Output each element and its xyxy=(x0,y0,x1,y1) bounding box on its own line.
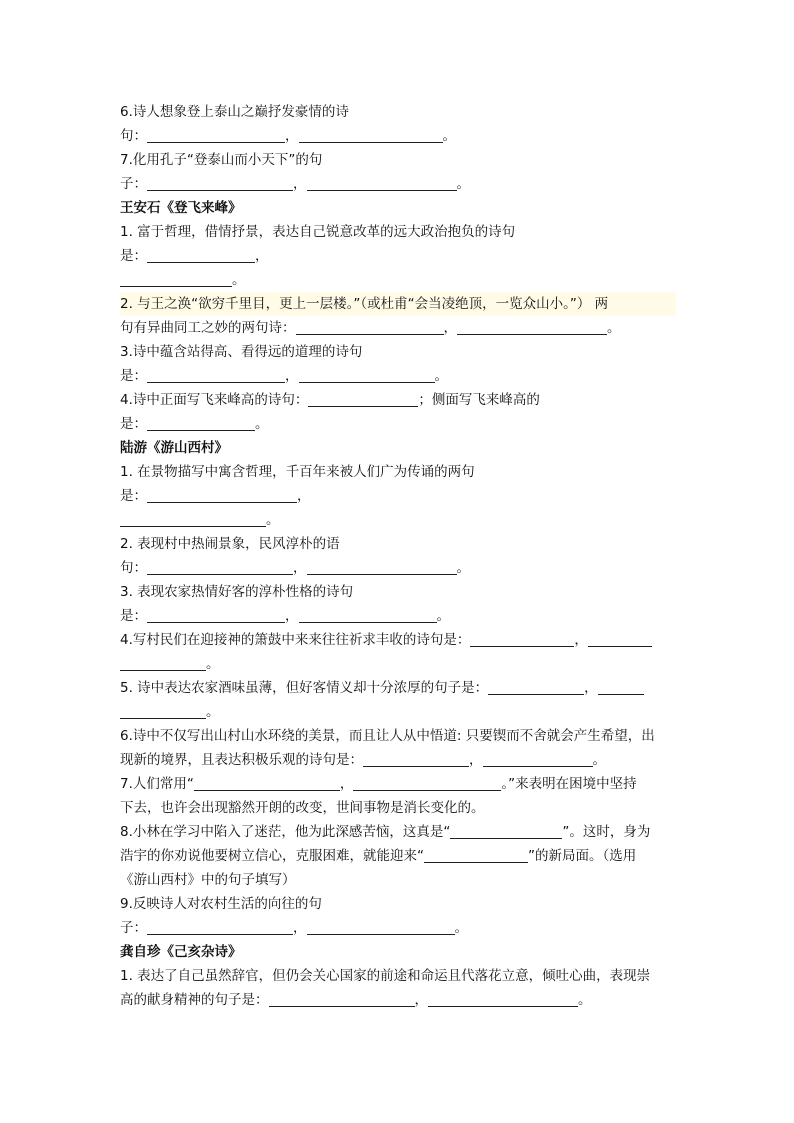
q-line xyxy=(120,580,676,604)
q-line xyxy=(120,916,676,940)
worksheet-content xyxy=(120,100,676,1012)
answer-blank[interactable] xyxy=(457,320,607,335)
q-line xyxy=(120,676,676,700)
answer-blank[interactable] xyxy=(120,704,206,719)
prefix-text: 句有异曲同工之妙的两句诗： xyxy=(120,320,296,336)
q-line xyxy=(120,532,676,556)
prefix-text: 是： xyxy=(120,608,147,624)
period-text: 。 xyxy=(434,368,448,384)
comma-text: ， xyxy=(414,992,428,1008)
period-text: 。 xyxy=(442,128,456,144)
question-text: 4.写村民们在迎接神的箫鼓中来来往往祈求丰收的诗句是： xyxy=(120,632,471,648)
answer-blank[interactable] xyxy=(120,512,266,527)
answer-blank[interactable] xyxy=(428,992,578,1007)
answer-blank[interactable] xyxy=(488,680,584,695)
q-line xyxy=(120,244,676,268)
answer-blank[interactable] xyxy=(307,920,455,935)
period-text: 。 xyxy=(206,656,220,672)
heading-text: 陆游《游山西村》 xyxy=(120,440,228,456)
comma-text: ， xyxy=(297,488,311,504)
q-line xyxy=(120,844,676,868)
question-text: 8.小林在学习中陷入了迷茫，他为此深感苦恼，这真是“ xyxy=(120,824,451,840)
comma-text: ， xyxy=(469,752,483,768)
question-text: 浩宇的你劝说他要树立信心，克服困难，就能迎来“ xyxy=(120,848,424,864)
prefix-text: 是： xyxy=(120,248,147,264)
question-text: 下去，也许会出现豁然开朗的改变，世间事物是消长变化的。 xyxy=(120,800,485,816)
prefix-text: 子： xyxy=(120,176,147,192)
answer-blank[interactable] xyxy=(424,848,528,863)
comma-text: ， xyxy=(584,680,598,696)
q-line xyxy=(120,748,676,772)
answer-blank[interactable] xyxy=(299,608,437,623)
prefix-text: 是： xyxy=(120,368,147,384)
question-text: 3.诗中蕴含站得高、看得远的道理的诗句 xyxy=(120,344,363,360)
q-line xyxy=(120,364,676,388)
question-text: 5. 诗中表达农家酒味虽薄，但好客情义却十分浓厚的句子是： xyxy=(120,680,489,696)
period-text: 。 xyxy=(578,992,592,1008)
question-text: 2. 与王之涣“欲穷千里目，更上一层楼。”（或杜甫“会当凌绝顶，一览众山小。”） 两 xyxy=(120,296,609,312)
answer-blank[interactable] xyxy=(147,488,297,503)
q-line xyxy=(120,340,676,364)
comma-text: ， xyxy=(443,320,457,336)
period-text: 。 xyxy=(456,176,470,192)
prefix-text: 句： xyxy=(120,128,147,144)
q-line xyxy=(120,172,676,196)
period-text: 。 xyxy=(456,560,470,576)
answer-blank[interactable] xyxy=(470,632,574,647)
q-line xyxy=(120,388,676,412)
comma-text: ， xyxy=(285,368,299,384)
q-line xyxy=(120,148,676,172)
q-line xyxy=(120,292,676,316)
q-line xyxy=(120,484,676,508)
comma-text: ， xyxy=(574,632,588,648)
question-text: 1. 在景物描写中寓含哲理，千百年来被人们广为传诵的两句 xyxy=(120,464,475,480)
q-line xyxy=(120,628,676,652)
question-text: 2. 表现村中热闹景象，民风淳朴的语 xyxy=(120,536,340,552)
period-text: 。 xyxy=(232,272,246,288)
comma-text: ， xyxy=(293,560,307,576)
q-line xyxy=(120,964,676,988)
q-line xyxy=(120,220,676,244)
section-heading xyxy=(120,436,676,460)
period-text: 。 xyxy=(206,704,220,720)
q-line xyxy=(120,892,676,916)
period-text: 。 xyxy=(592,752,606,768)
q-line xyxy=(120,556,676,580)
period-text: 。 xyxy=(454,920,468,936)
answer-blank[interactable] xyxy=(450,824,562,839)
question-text: 高的献身精神的句子是： xyxy=(120,992,269,1008)
answer-blank[interactable] xyxy=(588,632,652,647)
question-text: 7.化用孔子“登泰山而小天下”的句 xyxy=(120,152,323,168)
answer-blank[interactable] xyxy=(120,272,232,287)
question-text: 《游山西村》中的句子填写） xyxy=(120,872,296,888)
answer-blank[interactable] xyxy=(363,752,469,767)
answer-blank[interactable] xyxy=(308,392,418,407)
comma-text: ， xyxy=(285,608,299,624)
answer-blank[interactable] xyxy=(120,656,206,671)
answer-blank[interactable] xyxy=(598,680,644,695)
comma-text: ， xyxy=(293,176,307,192)
period-text: 。 xyxy=(607,320,621,336)
question-text: 6.诗中不仅写出山村山水环绕的美景，而且让人从中悟道: 只要锲而不舍就会产生希望，出 xyxy=(120,728,655,744)
q-line xyxy=(120,652,676,676)
answer-blank[interactable] xyxy=(147,176,293,191)
comma-text: ， xyxy=(255,248,269,264)
q-line xyxy=(120,820,676,844)
question-text: 6.诗人想象登上泰山之巅抒发豪情的诗 xyxy=(120,104,349,120)
period-text: 。 xyxy=(266,512,280,528)
q-line xyxy=(120,100,676,124)
question-text: ；侧面写飞来峰高的 xyxy=(418,392,540,408)
q-line xyxy=(120,988,676,1012)
answer-blank[interactable] xyxy=(296,320,444,335)
question-text: 3. 表现农家热情好客的淳朴性格的诗句 xyxy=(120,584,354,600)
q-line xyxy=(120,772,676,796)
q-line xyxy=(120,508,676,532)
q-line xyxy=(120,124,676,148)
period-text: 。 xyxy=(255,416,269,432)
prefix-text: 是： xyxy=(120,416,147,432)
answer-blank[interactable] xyxy=(269,992,415,1007)
answer-blank[interactable] xyxy=(147,416,255,431)
comma-text: ， xyxy=(339,776,354,792)
period-text: 。 xyxy=(436,608,450,624)
q-line xyxy=(120,268,676,292)
q-line xyxy=(120,412,676,436)
answer-blank[interactable] xyxy=(299,368,435,383)
answer-blank[interactable] xyxy=(147,248,255,263)
answer-blank[interactable] xyxy=(147,368,285,383)
answer-blank[interactable] xyxy=(307,560,457,575)
answer-blank[interactable] xyxy=(307,176,457,191)
answer-blank[interactable] xyxy=(147,128,285,143)
question-text: 4.诗中正面写飞来峰高的诗句： xyxy=(120,392,309,408)
q-line xyxy=(120,868,676,892)
question-text: 7.人们常用“ xyxy=(120,776,194,792)
answer-blank[interactable] xyxy=(147,608,285,623)
comma-text: ， xyxy=(293,920,307,936)
q-line xyxy=(120,604,676,628)
answer-blank[interactable] xyxy=(194,776,340,791)
q-line xyxy=(120,724,676,748)
question-text: 1. 富于哲理，借情抒景，表达自己锐意改革的远大政治抱负的诗句 xyxy=(120,224,516,240)
answer-blank[interactable] xyxy=(147,920,293,935)
prefix-text: 句： xyxy=(120,560,147,576)
q-line xyxy=(120,316,676,340)
q-line xyxy=(120,460,676,484)
question-text: ”的新局面。（选用 xyxy=(528,848,637,864)
q-line xyxy=(120,700,676,724)
question-text: 。”来表明在困境中坚持 xyxy=(501,776,637,792)
section-heading xyxy=(120,196,676,220)
answer-blank[interactable] xyxy=(483,752,593,767)
heading-text: 王安石《登飞来峰》 xyxy=(120,200,242,216)
question-text: ”。这时，身为 xyxy=(562,824,651,840)
answer-blank[interactable] xyxy=(353,776,501,791)
question-text: 1. 表达了自己虽然辞官，但仍会关心国家的前途和命运且代落花立意，倾吐心曲，表现崇 xyxy=(120,968,651,984)
section-heading xyxy=(120,940,676,964)
answer-blank[interactable] xyxy=(299,128,443,143)
q-line xyxy=(120,796,676,820)
question-text: 现新的境界，且表达积极乐观的诗句是： xyxy=(120,752,363,768)
prefix-text: 子： xyxy=(120,920,147,936)
question-text: 9.反映诗人对农村生活的向往的句 xyxy=(120,896,322,912)
comma-text: ， xyxy=(285,128,299,144)
prefix-text: 是： xyxy=(120,488,147,504)
heading-text: 龚自珍《己亥杂诗》 xyxy=(120,944,242,960)
answer-blank[interactable] xyxy=(147,560,293,575)
